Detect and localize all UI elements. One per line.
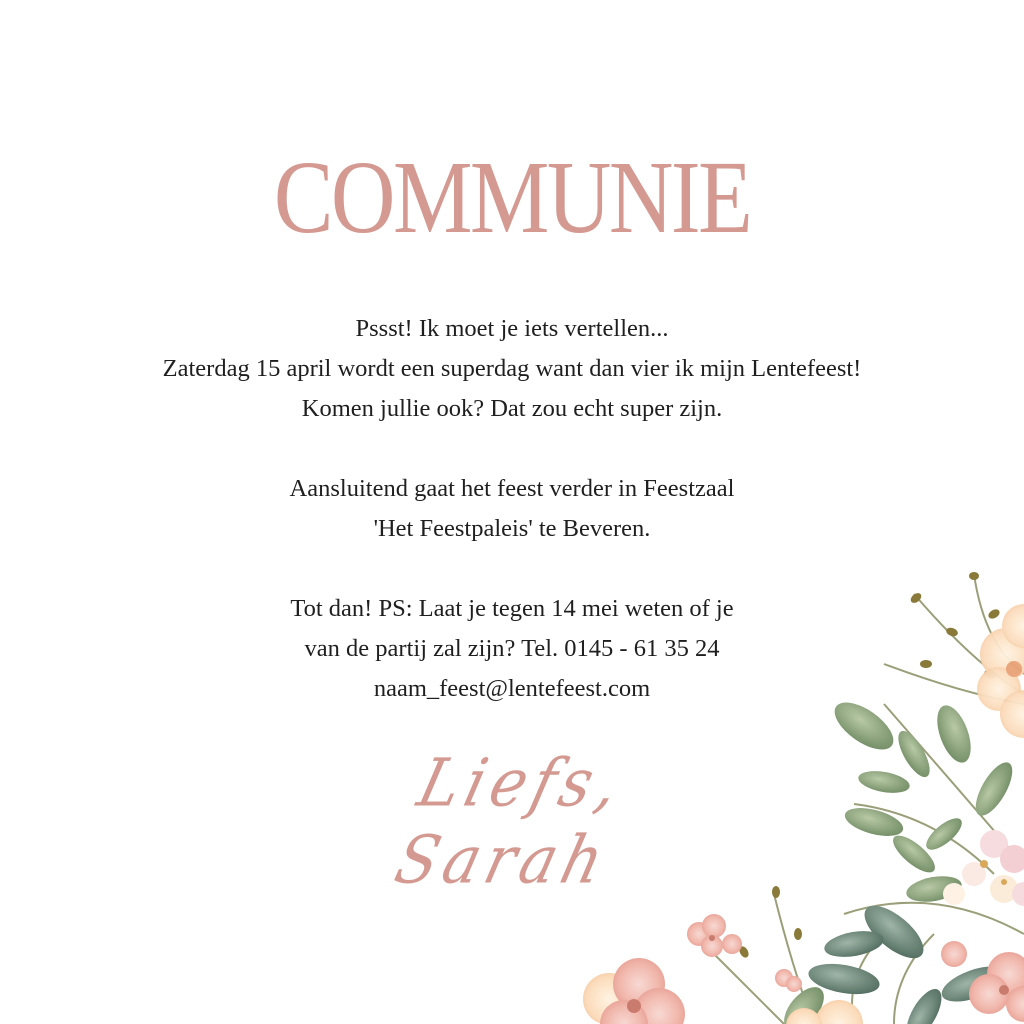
page-title: COMMUNIE (273, 140, 751, 255)
text-line: Aansluitend gaat het feest verder in Feestzaal (289, 475, 735, 502)
email-text: naam_feest@lentefeest.com (373, 675, 651, 702)
text-line: Komen jullie ook? Dat zou echt super zijn. (301, 395, 723, 422)
watercolor-flowers-icon (554, 554, 1024, 1024)
signature: Liefs, Sarah (387, 745, 633, 899)
text-line: 'Het Feestpaleis' te Beveren. (373, 515, 651, 542)
paragraph-gap (60, 429, 964, 469)
text-line: van de partij zal zijn? Tel. 0145 - 61 35 24 (304, 635, 720, 662)
text-line: Zaterdag 15 april wordt een superdag want dan vier ik mijn Lentefeest! (162, 355, 862, 382)
text-line: Pssst! Ik moet je iets vertellen... (355, 315, 669, 342)
text-line: Tot dan! PS: Laat je tegen 14 mei weten of je (290, 595, 734, 622)
